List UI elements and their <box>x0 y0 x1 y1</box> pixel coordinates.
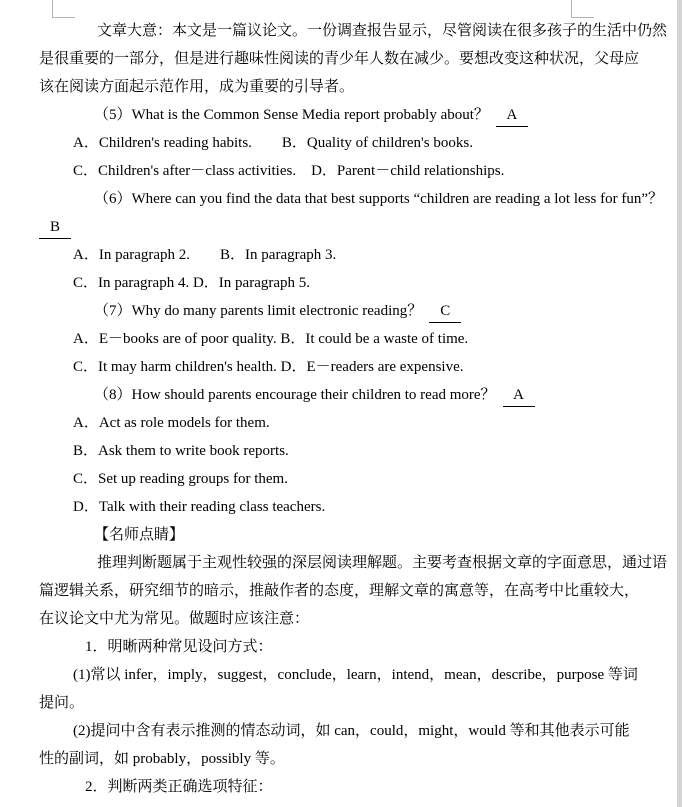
text-line <box>39 745 659 773</box>
text-run: 2．判断两类正确选项特征： <box>85 779 273 795</box>
text-line <box>39 577 659 605</box>
margin-crop-mark-right <box>571 0 594 18</box>
text-line <box>39 353 659 381</box>
text-line <box>39 17 668 45</box>
text-run: A．Children's reading habits. B．Quality of children's books. <box>73 135 473 151</box>
document-content[interactable] <box>39 17 668 801</box>
text-line <box>39 605 659 633</box>
text-line <box>39 73 659 101</box>
answer-blank: A <box>503 385 535 407</box>
text-line <box>39 381 659 409</box>
text-line <box>39 437 659 465</box>
text-line <box>39 409 659 437</box>
text-line <box>39 661 659 689</box>
page-edge-scrollbar[interactable] <box>677 0 682 807</box>
text-run: （8）How should parents encourage their children to read more？ <box>94 387 496 403</box>
text-line <box>39 269 659 297</box>
text-run: A．In paragraph 2. B．In paragraph 3. <box>73 247 337 263</box>
text-line <box>39 297 659 325</box>
text-run: C．In paragraph 4. D．In paragraph 5. <box>73 275 311 291</box>
text-run: （7）Why do many parents limit electronic reading？ <box>94 303 423 319</box>
text-run: 文章大意：本文是一篇议论文。一份调查报告显示，尽管阅读在很多孩子的生活中仍然 <box>97 23 668 39</box>
text-run: (1)常以 infer，imply，suggest，conclude，learn，intend，mean，describe，purpose 等词 <box>73 667 638 683</box>
text-line <box>39 493 659 521</box>
text-run: A．Act as role models for them. <box>73 415 270 431</box>
text-run: 性的副词，如 probably，possibly 等。 <box>39 751 285 767</box>
text-line <box>39 129 659 157</box>
text-run: （5）What is the Common Sense Media report probably about？ <box>94 107 489 123</box>
text-run: C．It may harm children's health. D．E－readers are expensive. <box>73 359 464 375</box>
answer-blank: C <box>429 301 461 323</box>
text-run: C．Set up reading groups for them. <box>73 471 288 487</box>
text-run: 篇逻辑关系，研究细节的暗示，推敲作者的态度，理解文章的寓意等，在高考中比重较大， <box>39 583 640 599</box>
text-run: 1．明晰两种常见设问方式： <box>85 639 273 655</box>
text-line <box>39 689 659 717</box>
text-run: 该在阅读方面起示范作用，成为重要的引导者。 <box>39 79 355 95</box>
text-line <box>39 773 659 801</box>
text-run: C．Children's after－class activities. D．Parent－child relationships. <box>73 163 505 179</box>
text-line <box>39 241 659 269</box>
text-line <box>39 101 659 129</box>
text-line <box>39 213 659 241</box>
text-run: B．Ask them to write book reports. <box>73 443 289 459</box>
text-run: （6）Where can you find the data that best supports “children are reading a lot less for fun”？ <box>94 191 663 207</box>
text-run: D．Talk with their reading class teachers. <box>73 499 326 515</box>
text-run: 推理判断题属于主观性较强的深层阅读理解题。主要考查根据文章的字面意思，通过语 <box>97 555 668 571</box>
answer-blank: A <box>496 105 528 127</box>
text-line <box>39 633 659 661</box>
text-line <box>39 185 663 213</box>
answer-blank: B <box>39 217 71 239</box>
text-line <box>39 45 659 73</box>
text-run: A．E－books are of poor quality. B．It could be a waste of time. <box>73 331 469 347</box>
text-run: 提问。 <box>39 695 85 711</box>
text-run: 【名师点睛】 <box>94 527 185 543</box>
text-line <box>39 157 659 185</box>
text-line <box>39 549 668 577</box>
text-line <box>39 325 659 353</box>
text-run: 是很重要的一部分，但是进行趣味性阅读的青少年人数在减少。要想改变这种状况，父母应 <box>39 51 640 67</box>
text-line <box>39 717 659 745</box>
text-run: (2)提问中含有表示推测的情态动词，如 can，could，might，would 等和其他表示可能 <box>73 723 630 739</box>
text-line <box>39 521 659 549</box>
text-run: 在议论文中尤为常见。做题时应该注意： <box>39 611 310 627</box>
margin-crop-mark-left <box>52 0 75 18</box>
text-line <box>39 465 659 493</box>
